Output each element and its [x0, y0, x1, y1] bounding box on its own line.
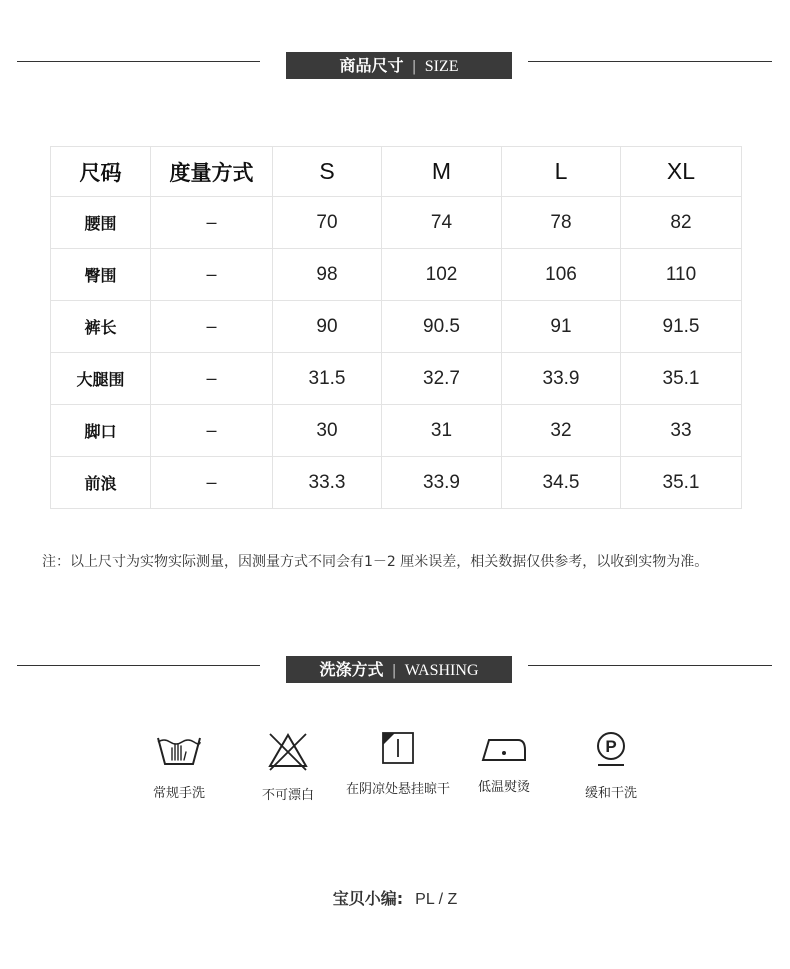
wash-label: 常规手洗: [152, 786, 205, 801]
cell-value: 90: [273, 301, 382, 353]
cell-value: 30: [273, 405, 382, 457]
header-rule-right: [528, 61, 772, 62]
header-size: 尺码: [51, 147, 151, 197]
row-method: –: [151, 457, 273, 509]
cell-value: 90.5: [382, 301, 502, 353]
table-row: [51, 249, 742, 301]
header-rule-left: [17, 665, 260, 666]
washing-section-title: 洗涤方式 | WASHING: [286, 656, 512, 683]
header-m: M: [382, 147, 502, 197]
row-name: 大腿围: [51, 353, 151, 405]
cell-value: 31.5: [273, 353, 382, 405]
cell-value: 32: [502, 405, 621, 457]
low-iron-icon: [480, 730, 528, 764]
washing-section-header: [0, 656, 790, 684]
wash-item-shade-dry: [338, 730, 458, 797]
editor-credit: [0, 886, 790, 909]
cell-value: 106: [502, 249, 621, 301]
wash-item-hand-wash: [119, 730, 239, 801]
cell-value: 70: [273, 197, 382, 249]
header-method: 度量方式: [151, 147, 273, 197]
cell-value: 33.3: [273, 457, 382, 509]
table-row: [51, 301, 742, 353]
cell-value: 82: [621, 197, 742, 249]
cell-value: 33: [621, 405, 742, 457]
cell-value: 33.9: [382, 457, 502, 509]
row-method: –: [151, 197, 273, 249]
shade-dry-icon: [380, 730, 416, 766]
wash-item-low-iron: [444, 730, 564, 795]
table-row: [51, 405, 742, 457]
table-row: [51, 197, 742, 249]
header-rule-right: [528, 665, 772, 666]
cell-value: 35.1: [621, 457, 742, 509]
dry-clean-letter: P: [605, 737, 617, 756]
editor-label: 宝贝小编:: [332, 889, 404, 908]
row-name: 臀围: [51, 249, 151, 301]
row-name: 前浪: [51, 457, 151, 509]
size-table: [50, 146, 742, 509]
row-name: 脚口: [51, 405, 151, 457]
measurement-note: 注：以上尺寸为实物实际测量，因测量方式不同会有1－2 厘米误差，相关数据仅供参考，以收到实物为准。: [42, 554, 709, 570]
wash-label: 低温熨烫: [477, 780, 530, 795]
wash-label: 缓和干洗: [584, 786, 637, 801]
row-name: 腰围: [51, 197, 151, 249]
cell-value: 98: [273, 249, 382, 301]
cell-value: 33.9: [502, 353, 621, 405]
header-rule-left: [17, 61, 260, 62]
table-row: [51, 353, 742, 405]
cell-value: 31: [382, 405, 502, 457]
cell-value: 91.5: [621, 301, 742, 353]
hand-wash-icon: [155, 730, 203, 770]
cell-value: 74: [382, 197, 502, 249]
cell-value: 78: [502, 197, 621, 249]
no-bleach-icon: [266, 730, 310, 772]
wash-item-dry-clean: [551, 730, 671, 801]
header-xl: XL: [621, 147, 742, 197]
editor-value: PL / Z: [415, 891, 458, 908]
header-s: S: [273, 147, 382, 197]
size-section-header: [0, 52, 790, 80]
wash-label: 在阴凉处悬挂晾干: [345, 782, 450, 797]
cell-value: 91: [502, 301, 621, 353]
table-row: [51, 457, 742, 509]
header-l: L: [502, 147, 621, 197]
size-section-title: 商品尺寸 | SIZE: [286, 52, 512, 79]
wash-item-no-bleach: [228, 730, 348, 803]
cell-value: 34.5: [502, 457, 621, 509]
table-header-row: [51, 147, 742, 197]
cell-value: 102: [382, 249, 502, 301]
row-name: 裤长: [51, 301, 151, 353]
cell-value: 110: [621, 249, 742, 301]
cell-value: 32.7: [382, 353, 502, 405]
dry-clean-icon: [593, 730, 629, 770]
row-method: –: [151, 249, 273, 301]
cell-value: 35.1: [621, 353, 742, 405]
row-method: –: [151, 353, 273, 405]
row-method: –: [151, 405, 273, 457]
row-method: –: [151, 301, 273, 353]
wash-label: 不可漂白: [261, 788, 314, 803]
